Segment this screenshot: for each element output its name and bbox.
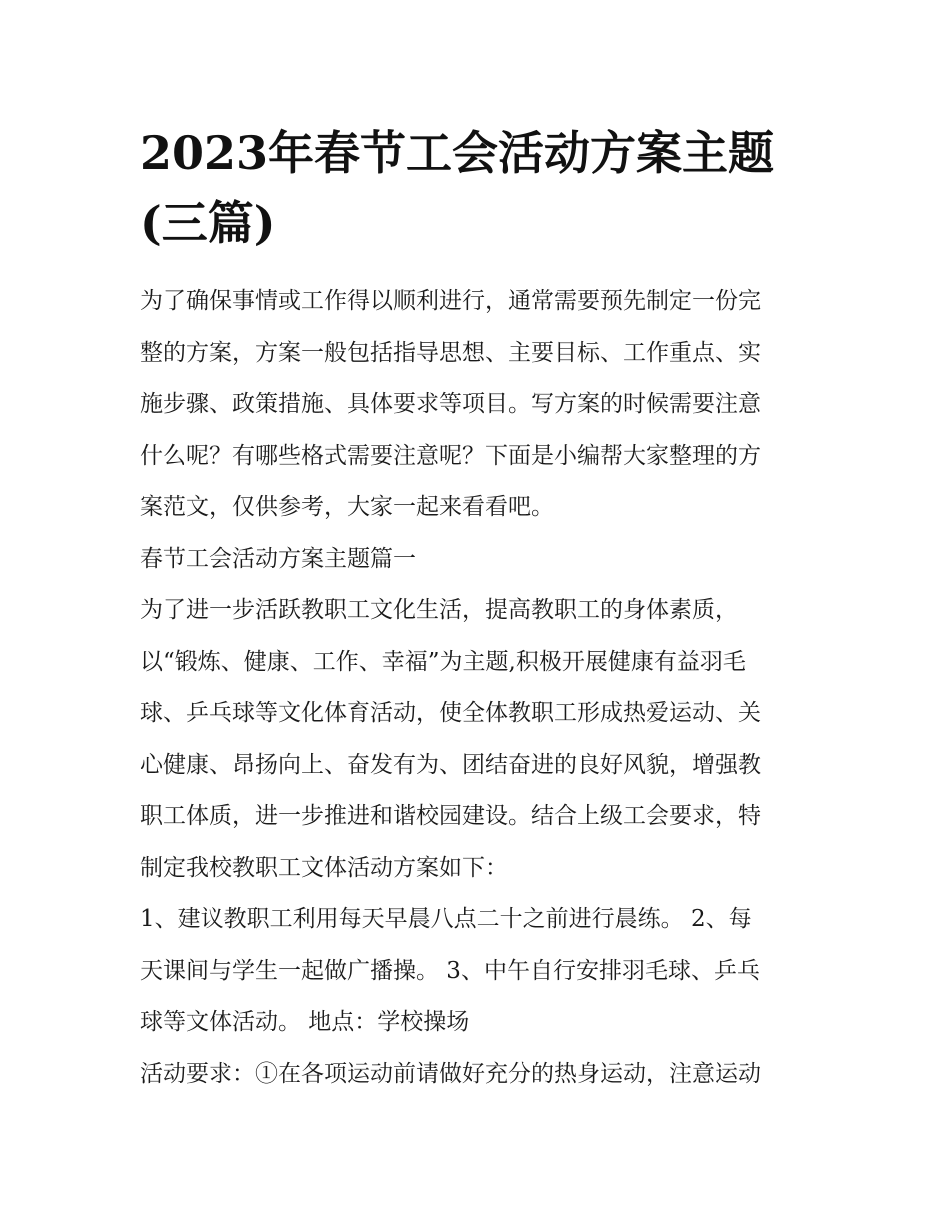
body-line: 施步骤、政策措施、具体要求等项目。写方案的时候需要注意 [140,391,761,417]
document-body [140,276,830,1100]
body-line: 以“锻炼、健康、工作、幸福”为主题,积极开展健康有益羽毛 [140,648,746,675]
body-line: 什么呢？有哪些格式需要注意呢？下面是小编帮大家整理的方 [140,442,761,469]
section-heading: 春节工会活动方案主题篇一 [140,545,416,572]
body-line: 为了确保事情或工作得以顺利进行，通常需要预先制定一份完 [140,288,761,314]
body-line: 球、乒乓球等文化体育活动，使全体教职工形成热爱运动、关 [140,700,761,726]
title-line-1: 2023年春节工会活动方案主题 [140,126,775,180]
body-line: 为了进一步活跃教职工文化生活，提高教职工的身体素质， [140,597,738,623]
body-line: 1、建议教职工利用每天早晨八点二十之前进行晨练。 2、每 [140,906,752,932]
body-line: 天课间与学生一起做广播操。 3、中午自行安排羽毛球、乒乓 [140,957,760,984]
document-title [140,118,820,258]
body-line: 制定我校教职工文体活动方案如下： [140,854,508,881]
body-line: 球等文体活动。 地点：学校操场 [140,1009,470,1035]
title-line-2: (三篇) [140,196,276,250]
body-line: 案范文，仅供参考，大家一起来看看吧。 [140,494,554,520]
body-line: 心健康、昂扬向上、奋发有为、团结奋进的良好风貌，增强教 [140,751,761,778]
body-line: 整的方案，方案一般包括指导思想、主要目标、工作重点、实 [140,339,761,366]
body-line: 职工体质，进一步推进和谐校园建设。结合上级工会要求，特 [140,803,761,829]
body-line: 活动要求：①在各项运动前请做好充分的热身运动，注意运动 [140,1060,761,1087]
